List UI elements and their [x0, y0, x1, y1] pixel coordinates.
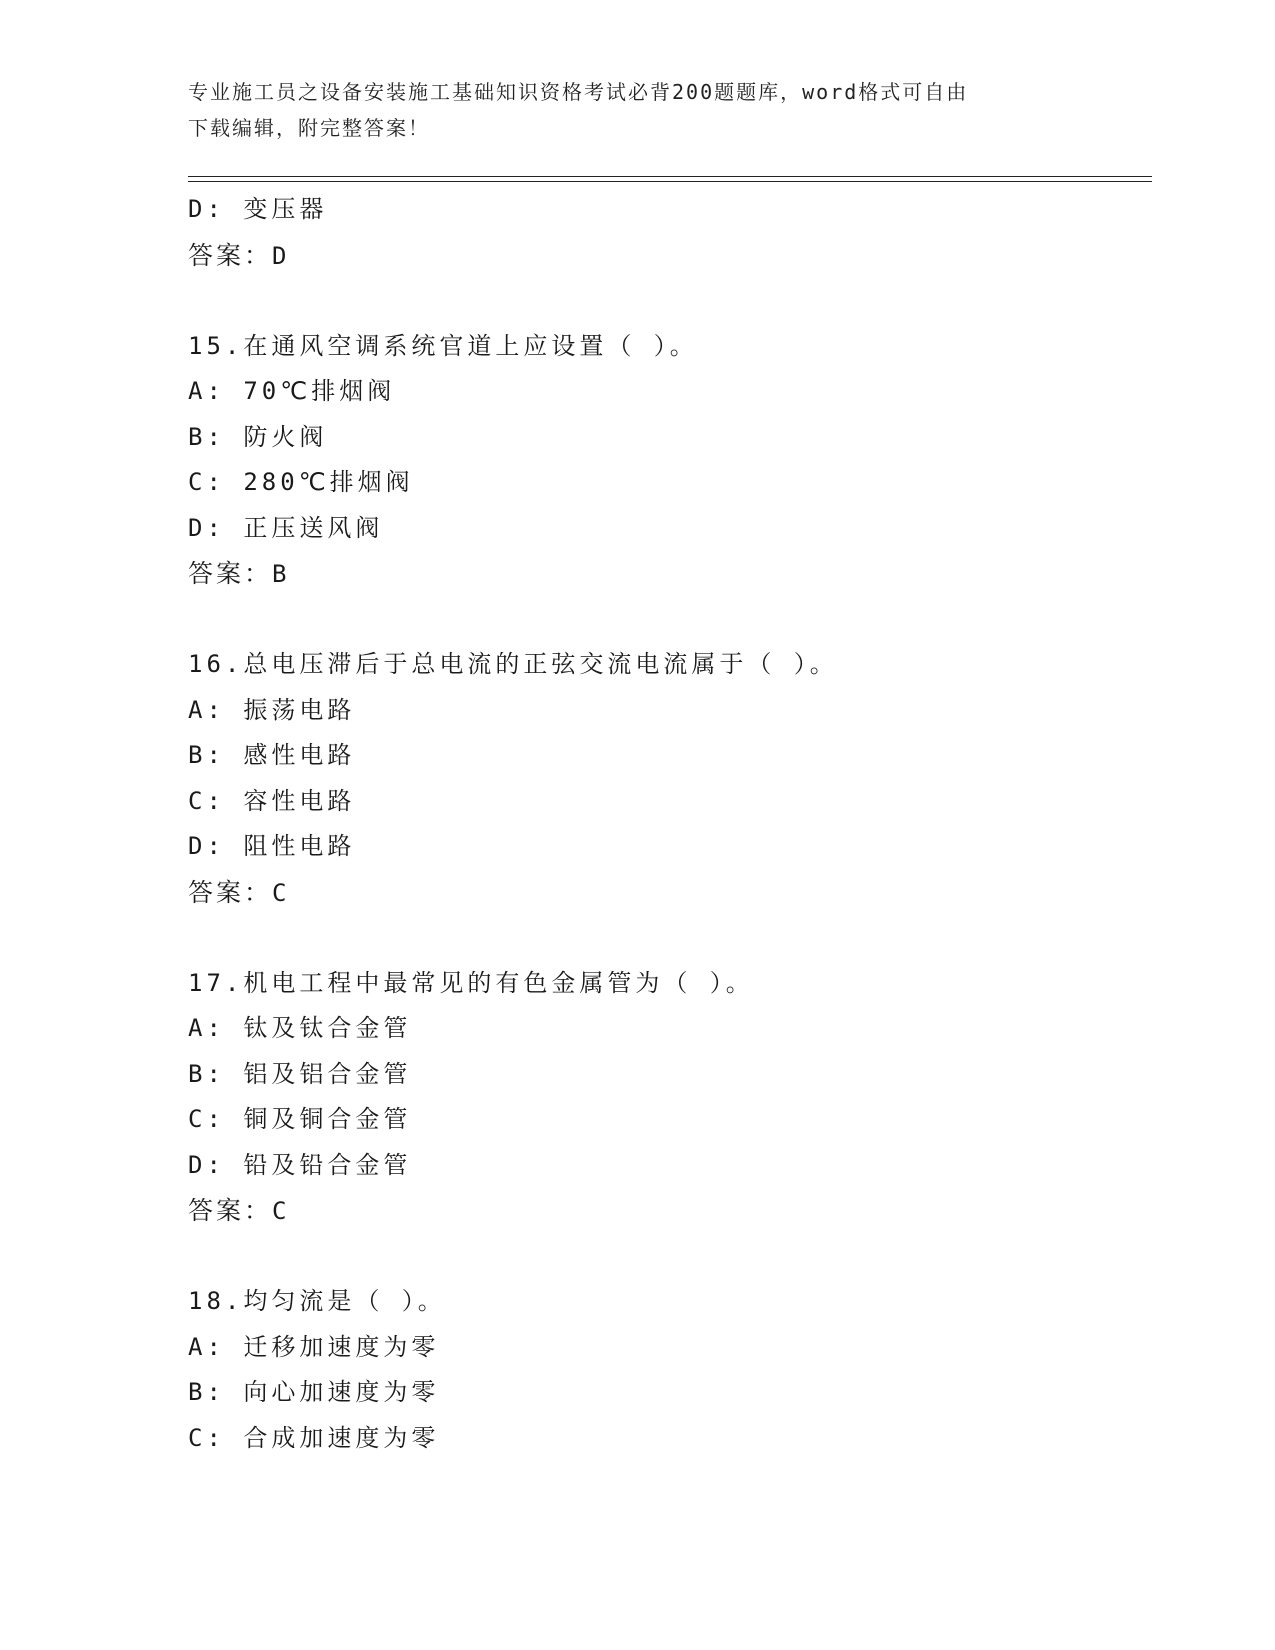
spacer: [188, 597, 1152, 643]
answer-line: [188, 551, 1152, 597]
option-b: B: 向心加速度为零: [188, 1378, 440, 1406]
previous-question-tail: [188, 187, 1152, 278]
answer-label: 答案：: [188, 240, 273, 270]
option-c: C: 280℃排烟阀: [188, 468, 414, 496]
option-d: D: 变压器: [188, 195, 328, 223]
option-a: A: 70℃排烟阀: [188, 377, 396, 405]
option-d: D: 铅及铅合金管: [188, 1150, 412, 1179]
header-rule-bottom: [188, 181, 1152, 182]
question-list: [188, 187, 1152, 1461]
answer-line: [188, 233, 1152, 279]
answer-value: C: [272, 1197, 290, 1225]
option-a: A: 振荡电路: [188, 695, 356, 724]
answer-line: [188, 870, 1152, 916]
answer-label: 答案：: [188, 877, 273, 907]
question-15: [188, 324, 1152, 597]
option-b: B: 防火阀: [188, 422, 328, 451]
answer-label: 答案：: [188, 559, 273, 588]
spacer: [188, 915, 1152, 961]
answer-line: [188, 1188, 1152, 1234]
question-stem: 15.在通风空调系统官道上应设置（ ）。: [188, 331, 698, 360]
document-header: [188, 74, 1088, 146]
header-line-1: 专业施工员之设备安装施工基础知识资格考试必背200题题库，word格式可自由: [188, 80, 969, 104]
header-rule-top: [188, 176, 1152, 177]
answer-value: D: [272, 241, 290, 270]
option-a: A: 迁移加速度为零: [188, 1332, 440, 1361]
option-c: C: 铜及铜合金管: [188, 1105, 412, 1133]
option-c: C: 合成加速度为零: [188, 1423, 440, 1452]
question-16: [188, 642, 1152, 915]
option-a: A: 钛及钛合金管: [188, 1014, 412, 1042]
answer-value: C: [272, 878, 290, 907]
option-d: D: 阻性电路: [188, 832, 356, 860]
answer-value: B: [272, 560, 290, 588]
answer-label: 答案：: [188, 1196, 273, 1225]
question-stem: 17.机电工程中最常见的有色金属管为（ ）。: [188, 968, 754, 997]
header-line-2: 下载编辑，附完整答案！: [188, 116, 430, 140]
question-17: [188, 961, 1152, 1234]
question-stem: 18.均匀流是（ ）。: [188, 1287, 446, 1315]
question-stem: 16.总电压滞后于总电流的正弦交流电流属于（ ）。: [188, 650, 838, 678]
spacer: [188, 278, 1152, 324]
question-18: [188, 1279, 1152, 1461]
spacer: [188, 1234, 1152, 1280]
option-c: C: 容性电路: [188, 786, 356, 815]
option-b: B: 感性电路: [188, 741, 356, 769]
option-d: D: 正压送风阀: [188, 513, 384, 542]
option-b: B: 铝及铝合金管: [188, 1059, 412, 1088]
